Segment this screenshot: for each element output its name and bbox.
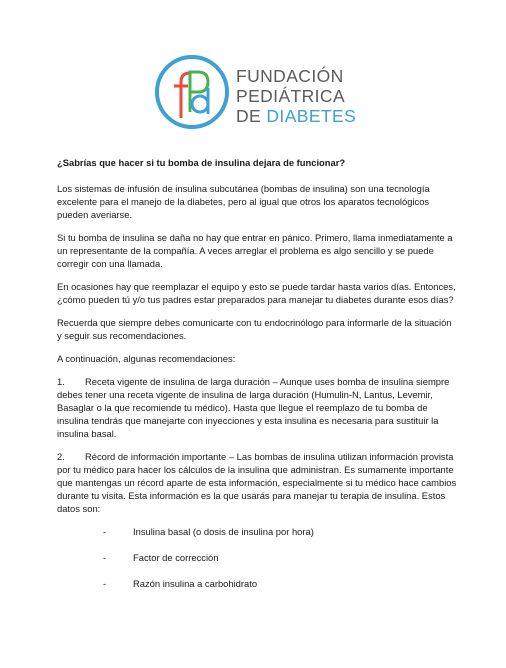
recommendation-1 (57, 375, 457, 440)
paragraph-4: Recuerda que siempre debes comunicarte con tu endocrinólogo para informarle de la situación y seguir sus recomendaciones. (57, 317, 452, 341)
logo-line-3-de: DE (236, 106, 262, 126)
recommendation-1-number: 1. (57, 376, 65, 387)
recommendation-2 (57, 450, 457, 515)
paragraph-5: A continuación, algunas recomendaciones: (57, 353, 236, 364)
list-item (57, 551, 457, 577)
foundation-logo (152, 52, 372, 138)
list-item (57, 577, 457, 603)
list-item-dash: - (103, 552, 107, 563)
recommendation-1-text: Receta vigente de insulina de larga duración – Aunque uses bomba de insulina siempre debes tener una receta vigente de insulina de larga duración (Humulin-N, Lantus, Levemir, Basaglar o la que recomiende tu médico). Hasta que llegue el reemplazo de tu bomba de insulina tendrás que manejarte con inyecciones y esta insulina es necesaria para sustituir la insulina basal. (57, 376, 450, 439)
recommendation-2-number: 2. (57, 451, 65, 462)
list-item-dash: - (103, 526, 107, 537)
paragraph-2: Si tu bomba de insulina se daña no hay que entrar en pánico. Primero, llama inmediatamente a un representante de la compañía. A veces arreglar el problema es algo sencillo y se puede corregir con una llamada. (57, 232, 453, 269)
logo-line-3-diabetes: DIABETES (266, 106, 357, 126)
recommendation-2-text: Récord de información importante – Las bombas de insulina utilizan información provista por tu médico para hacer los cálculos de la insulina que administran. Es sumamente importante que mantengas un récord aparte de esta información, especialmente si tu médico hace cambios durante tu visita. Esta información es la que usarás para manejar tu terapia de insulina. Estos datos son: (57, 451, 457, 514)
paragraph-3: En ocasiones hay que reemplazar el equipo y esto se puede tardar hasta varios días. Entonces, ¿cómo pueden tú y/o tus padres estar preparados para manejar tu diabetes durante esos días? (57, 281, 456, 305)
logo-wordmark (236, 66, 356, 126)
document-body (57, 156, 457, 603)
list-item-dash: - (103, 578, 107, 589)
logo-line-1: FUNDACIÓN (236, 66, 344, 86)
logo-line-2: PEDIÁTRICA (236, 86, 346, 106)
document-title: ¿Sabrías que hacer si tu bomba de insulina dejara de funcionar? (57, 157, 346, 168)
paragraph-1: Los sistemas de infusión de insulina subcutánea (bombas de insulina) son una tecnología excelente para el manejo de la diabetes, pero al igual que otros los aparatos tecnológicos pueden averiarse. (57, 183, 430, 220)
list-item-text: Razón insulina a carbohidrato (133, 578, 258, 589)
data-list (57, 525, 457, 603)
list-item-text: Insulina basal (o dosis de insulina por hora) (133, 526, 314, 537)
list-item-text: Factor de corrección (133, 552, 219, 563)
fpd-logo-icon (152, 52, 232, 132)
list-item (57, 525, 457, 551)
